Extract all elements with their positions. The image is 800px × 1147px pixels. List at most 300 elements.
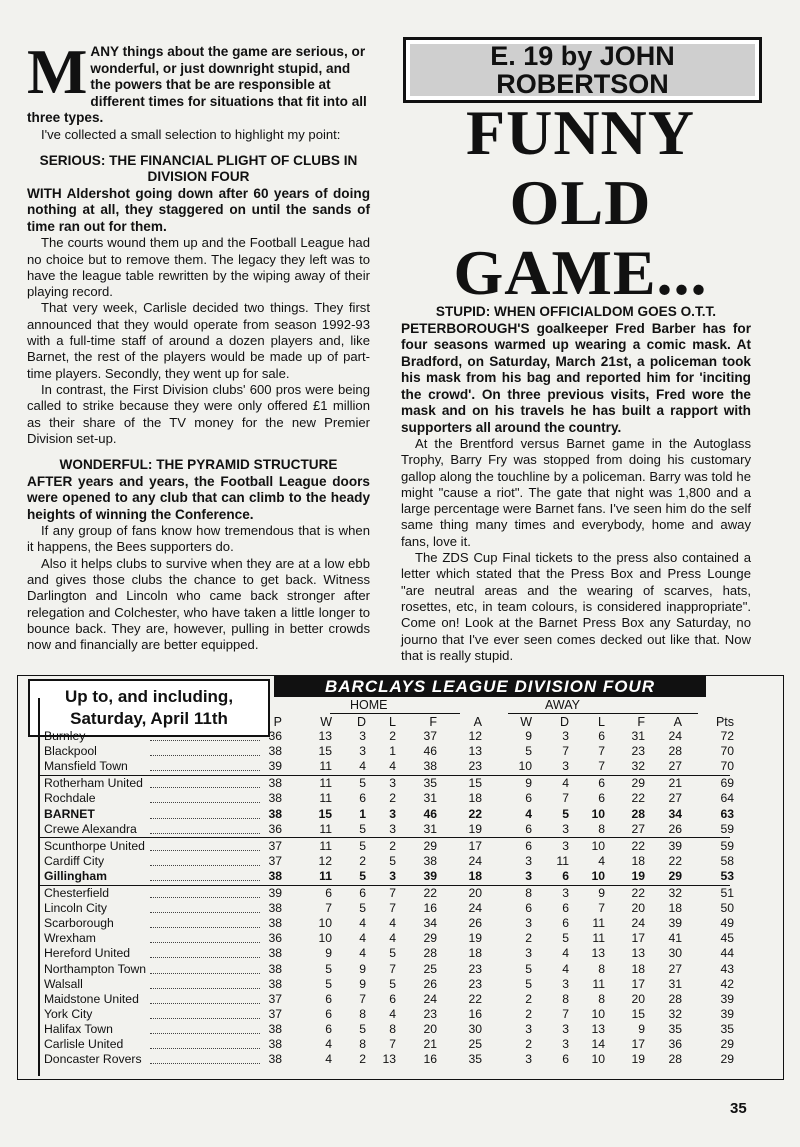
leader-dots: [150, 988, 260, 989]
cell-aa: 35: [668, 1021, 682, 1036]
cell-hd: 7: [359, 991, 366, 1006]
cell-aw: 6: [525, 821, 532, 836]
cell-hd: 5: [359, 821, 366, 836]
cell-aa: 31: [668, 976, 682, 991]
cell-hl: 3: [389, 868, 396, 883]
cell-aw: 5: [525, 744, 532, 759]
cell-hl: 7: [389, 886, 396, 900]
cell-af: 22: [631, 791, 645, 806]
cell-al: 9: [598, 886, 605, 900]
cell-aw: 3: [525, 868, 532, 883]
cell-p: 39: [268, 759, 282, 774]
cell-ad: 7: [562, 791, 569, 806]
cell-pts: 64: [720, 791, 734, 806]
leader-dots: [150, 865, 260, 866]
cell-hl: 3: [389, 776, 396, 791]
column-header: A: [473, 715, 482, 729]
leader-dots: [150, 740, 260, 741]
cell-af: 18: [631, 853, 645, 868]
table-row: [40, 992, 760, 1007]
team-name: Doncaster Rovers: [44, 1052, 142, 1067]
cell-hl: 4: [389, 931, 396, 946]
wonderful-lead: AFTER years and years, the Football League doors were opened to any club that can climb to the heady heights of winning the Conference.: [27, 473, 370, 522]
cell-ha: 13: [468, 744, 482, 759]
cell-hd: 9: [359, 976, 366, 991]
byline-box: [403, 37, 762, 103]
cell-aa: 39: [668, 916, 682, 931]
cell-hl: 3: [389, 806, 396, 821]
left-column: [27, 36, 370, 654]
intro: [27, 36, 370, 143]
cell-aa: 27: [668, 791, 682, 806]
table-row: [40, 1007, 760, 1022]
team-name: Northampton Town: [44, 961, 147, 976]
cell-aa: 27: [668, 759, 682, 774]
stupid-heading: STUPID: WHEN OFFICIALDOM GOES O.T.T.: [435, 304, 717, 319]
team-name: York City: [44, 1006, 93, 1021]
cell-al: 7: [598, 759, 605, 774]
team-name: Burnley: [44, 729, 86, 743]
cell-af: 17: [631, 931, 645, 946]
leader-dots: [150, 880, 260, 881]
table-row: [40, 791, 760, 806]
cell-af: 23: [631, 744, 645, 759]
cell-hf: 26: [423, 976, 437, 991]
table-row: [40, 807, 760, 822]
cell-al: 7: [598, 901, 605, 916]
cell-ha: 18: [468, 868, 482, 883]
cell-al: 8: [598, 991, 605, 1006]
cell-p: 38: [268, 901, 282, 916]
team-name: Rochdale: [44, 791, 96, 806]
cell-pts: 53: [720, 868, 734, 883]
cell-pts: 58: [720, 853, 734, 868]
cell-ad: 3: [562, 838, 569, 853]
cell-af: 29: [631, 776, 645, 791]
leader-dots: [150, 912, 260, 913]
cell-hw: 5: [325, 976, 332, 991]
cell-al: 11: [592, 976, 605, 991]
cell-hd: 2: [359, 1052, 366, 1067]
cell-af: 20: [631, 991, 645, 1006]
cell-ad: 6: [562, 901, 569, 916]
cell-pts: 42: [720, 976, 734, 991]
cell-hf: 38: [423, 853, 437, 868]
cell-hl: 2: [389, 791, 396, 806]
cell-ha: 19: [468, 821, 482, 836]
cell-ad: 6: [562, 868, 569, 883]
cell-hw: 11: [319, 838, 332, 853]
team-name: Cardiff City: [44, 853, 105, 868]
leader-dots: [150, 1003, 260, 1004]
cell-ad: 6: [562, 1052, 569, 1067]
cell-hd: 5: [359, 1021, 366, 1036]
cell-hl: 8: [389, 1021, 396, 1036]
column-header: L: [598, 715, 605, 729]
team-name: BARNET: [44, 806, 95, 821]
table-row: [40, 759, 760, 774]
cell-p: 38: [268, 776, 282, 791]
team-name: Scarborough: [44, 916, 114, 931]
team-name: Walsall: [44, 976, 83, 991]
table-row: [40, 1022, 760, 1037]
cell-hw: 5: [325, 961, 332, 976]
leader-dots: [150, 1033, 260, 1034]
cell-hf: 46: [423, 806, 437, 821]
cell-al: 4: [598, 853, 605, 868]
team-name: Hereford United: [44, 946, 131, 961]
cell-pts: 59: [720, 838, 734, 853]
cell-hw: 6: [325, 886, 332, 900]
cell-p: 37: [268, 853, 282, 868]
cell-af: 15: [631, 1006, 645, 1021]
cell-aw: 6: [525, 901, 532, 916]
cell-aa: 27: [668, 961, 682, 976]
team-name: Lincoln City: [44, 901, 107, 916]
leader-dots: [150, 897, 260, 898]
cell-pts: 29: [720, 1052, 734, 1067]
table-row: [40, 839, 760, 854]
cell-hf: 29: [423, 931, 437, 946]
table-banner: BARCLAYS LEAGUE DIVISION FOUR: [274, 676, 706, 697]
wonderful-para-1: If any group of fans know how tremendous that is when it happens, the Bees supporters do.: [27, 523, 370, 555]
cell-ha: 35: [468, 1052, 482, 1067]
cell-aw: 3: [525, 916, 532, 931]
cell-hl: 5: [389, 946, 396, 961]
cell-hw: 10: [318, 931, 332, 946]
serious-lead: WITH Aldershot going down after 60 years of doing nothing at all, they staggered on until the sands of time ran out for them.: [27, 185, 370, 234]
cell-p: 36: [268, 821, 282, 836]
leader-dots: [150, 818, 260, 819]
table-row: [40, 744, 760, 759]
team-name: Rotherham United: [44, 776, 143, 791]
cell-al: 8: [598, 821, 605, 836]
cell-al: 6: [598, 729, 605, 743]
cell-ad: 3: [562, 1021, 569, 1036]
cell-pts: 59: [720, 821, 734, 836]
cell-hl: 2: [389, 838, 396, 853]
cell-af: 20: [631, 901, 645, 916]
cell-af: 17: [631, 976, 645, 991]
cell-hf: 37: [423, 729, 437, 743]
cell-af: 32: [631, 759, 645, 774]
cell-p: 38: [268, 1037, 282, 1051]
cell-hd: 5: [359, 868, 366, 883]
cell-al: 7: [598, 744, 605, 759]
cell-ad: 4: [562, 946, 569, 961]
cell-p: 38: [268, 744, 282, 759]
table-row: [40, 946, 760, 961]
team-name: Gillingham: [44, 868, 107, 883]
team-name: Crewe Alexandra: [44, 821, 137, 836]
cell-hd: 4: [359, 931, 366, 946]
page-number: 35: [730, 1100, 747, 1117]
leader-dots: [150, 770, 260, 771]
cell-p: 38: [268, 791, 282, 806]
cell-ad: 3: [562, 1037, 569, 1051]
cell-aa: 24: [668, 729, 682, 743]
cell-hl: 5: [389, 976, 396, 991]
leader-dots: [150, 755, 260, 756]
cell-al: 11: [592, 916, 605, 931]
cell-af: 19: [631, 868, 645, 883]
serious-para-1: The courts wound them up and the Football League had no choice but to remove them. The legacy they left was to have the league table rewritten by the wiping away of their playing record.: [27, 235, 370, 300]
cell-ad: 3: [562, 886, 569, 900]
cell-hf: 34: [423, 916, 437, 931]
cell-ad: 4: [562, 776, 569, 791]
cell-ha: 19: [468, 931, 482, 946]
cell-hf: 31: [423, 791, 437, 806]
cell-pts: 51: [720, 886, 734, 900]
intro-lead: ANY things about the game are serious, or wonderful, or just downright stupid, and the powers that be are responsible at different times for situations that fit into all three types.: [27, 44, 367, 125]
cell-aw: 3: [525, 1021, 532, 1036]
cell-hf: 22: [423, 886, 437, 900]
cell-hw: 11: [319, 759, 332, 774]
cell-hw: 11: [319, 868, 332, 883]
serious-heading: SERIOUS: THE FINANCIAL PLIGHT OF CLUBS IN DIVISION FOUR: [39, 152, 358, 185]
team-name: Carlisle United: [44, 1037, 124, 1051]
home-label: HOME: [350, 698, 388, 712]
cell-pts: 72: [720, 729, 734, 743]
cell-hw: 6: [325, 991, 332, 1006]
cell-aw: 9: [525, 776, 532, 791]
away-label: AWAY: [545, 698, 580, 712]
cell-af: 28: [631, 806, 645, 821]
column-header: D: [559, 715, 569, 729]
serious-para-3: In contrast, the First Division clubs' 600 pros were being called to strike because they were only offered £1 million as their share of the TV money for the new Premier Division set-up.: [27, 381, 370, 446]
team-name: Scunthorpe United: [44, 838, 145, 853]
cell-pts: 44: [720, 946, 734, 961]
cell-pts: 39: [720, 1006, 734, 1021]
cell-ad: 3: [562, 821, 569, 836]
cell-hw: 4: [325, 1037, 332, 1051]
cell-p: 38: [268, 1021, 282, 1036]
cell-pts: 63: [720, 806, 734, 821]
cell-aa: 28: [668, 1052, 682, 1067]
serious-para-2: That very week, Carlisle decided two things. They first announced that they would operate from season 1992-93 with a full-time staff of around a dozen players and, like Barnet, the rest of the players would be made up of part-time players. Secondly, they went up for sale.: [27, 300, 370, 381]
cell-pts: 45: [720, 931, 734, 946]
cell-p: 36: [268, 931, 282, 946]
cell-pts: 70: [720, 744, 734, 759]
cell-p: 37: [268, 1006, 282, 1021]
cell-al: 10: [591, 806, 605, 821]
cell-ad: 11: [556, 853, 569, 868]
team-name: Chesterfield: [44, 886, 110, 900]
cell-p: 38: [268, 916, 282, 931]
table-row: [40, 916, 760, 931]
cell-hl: 2: [389, 729, 396, 743]
cell-hd: 2: [359, 853, 366, 868]
column-header: Pts: [715, 715, 734, 729]
cell-af: 18: [631, 961, 645, 976]
cell-al: 11: [592, 931, 605, 946]
cell-hl: 3: [389, 821, 396, 836]
cell-hf: 21: [423, 1037, 437, 1051]
cell-aa: 21: [668, 776, 682, 791]
cell-al: 10: [591, 868, 605, 883]
stupid-lead: PETERBOROUGH'S goalkeeper Fred Barber has for four seasons warmed up wearing a comic mask. At Bradford, on Saturday, March 21st, a policeman took his mask from his bag and reported him for 'inciting the crowd'. On three previous visits, Fred wore the mask and on his travels he has built a rapport with supporters all around the country.: [401, 320, 751, 435]
cell-hl: 13: [382, 1052, 396, 1067]
cell-hd: 8: [359, 1037, 366, 1051]
cell-ha: 24: [468, 901, 482, 916]
cell-hw: 7: [325, 901, 332, 916]
cell-hd: 9: [359, 961, 366, 976]
cell-p: 37: [268, 838, 282, 853]
cell-ha: 15: [468, 776, 482, 791]
table-date-line-2: Saturday, April 11th: [70, 709, 228, 728]
cell-al: 13: [591, 946, 605, 961]
column-header: F: [637, 715, 645, 729]
cell-hf: 16: [423, 901, 437, 916]
team-name: Maidstone United: [44, 991, 139, 1006]
cell-aa: 41: [668, 931, 682, 946]
cell-aw: 5: [525, 976, 532, 991]
cell-hl: 4: [389, 1006, 396, 1021]
cell-p: 38: [268, 806, 282, 821]
cell-aw: 5: [525, 961, 532, 976]
leader-dots: [150, 850, 260, 851]
cell-pts: 43: [720, 961, 734, 976]
cell-hl: 5: [389, 853, 396, 868]
cell-aw: 2: [525, 1037, 532, 1051]
cell-hw: 15: [318, 744, 332, 759]
cell-p: 37: [268, 991, 282, 1006]
team-name: Halifax Town: [44, 1021, 113, 1036]
wonderful-heading: WONDERFUL: THE PYRAMID STRUCTURE: [59, 457, 338, 473]
cell-ad: 7: [562, 744, 569, 759]
cell-hw: 13: [318, 729, 332, 743]
cell-hw: 6: [325, 1006, 332, 1021]
cell-ha: 12: [468, 729, 482, 743]
cell-hd: 5: [359, 901, 366, 916]
cell-aw: 6: [525, 838, 532, 853]
cell-al: 10: [591, 1006, 605, 1021]
cell-hf: 39: [423, 868, 437, 883]
cell-p: 38: [268, 961, 282, 976]
cell-af: 31: [631, 729, 645, 743]
cell-ha: 30: [468, 1021, 482, 1036]
cell-ad: 7: [562, 1006, 569, 1021]
leader-dots: [150, 942, 260, 943]
cell-aa: 34: [668, 806, 682, 821]
cell-hf: 46: [423, 744, 437, 759]
cell-hf: 20: [423, 1021, 437, 1036]
cell-hd: 5: [359, 838, 366, 853]
cell-ad: 5: [562, 931, 569, 946]
table-row: [40, 776, 760, 791]
cell-hl: 7: [389, 901, 396, 916]
cell-aw: 3: [525, 1052, 532, 1067]
cell-af: 22: [631, 886, 645, 900]
cell-aw: 2: [525, 991, 532, 1006]
cell-pts: 70: [720, 759, 734, 774]
cell-al: 6: [598, 791, 605, 806]
cell-hl: 1: [389, 744, 396, 759]
cell-hf: 28: [423, 946, 437, 961]
cell-al: 6: [598, 776, 605, 791]
table-row: [40, 854, 760, 869]
cell-aw: 9: [525, 729, 532, 743]
cell-pts: 50: [720, 901, 734, 916]
cell-ha: 25: [468, 1037, 482, 1051]
cell-al: 10: [591, 1052, 605, 1067]
cell-p: 38: [268, 868, 282, 883]
cell-ha: 17: [468, 838, 482, 853]
cell-pts: 35: [720, 1021, 734, 1036]
cell-ha: 22: [468, 806, 482, 821]
cell-hw: 10: [318, 916, 332, 931]
cell-ad: 6: [562, 916, 569, 931]
cell-ad: 4: [562, 961, 569, 976]
column-header: W: [320, 715, 332, 729]
column-header: P: [273, 715, 282, 729]
cell-af: 9: [638, 1021, 645, 1036]
column-header: W: [520, 715, 532, 729]
cell-hw: 12: [318, 853, 332, 868]
leader-dots: [150, 833, 260, 834]
cell-ha: 23: [468, 759, 482, 774]
cell-hw: 11: [319, 776, 332, 791]
cell-aa: 30: [668, 946, 682, 961]
cell-hw: 11: [319, 791, 332, 806]
table-row: [40, 822, 760, 837]
cell-hf: 31: [423, 821, 437, 836]
cell-aa: 22: [668, 853, 682, 868]
cell-hf: 38: [423, 759, 437, 774]
cell-pts: 49: [720, 916, 734, 931]
cell-pts: 69: [720, 776, 734, 791]
cell-aa: 28: [668, 991, 682, 1006]
cell-aw: 10: [518, 759, 532, 774]
cell-p: 39: [268, 886, 282, 900]
cell-aw: 3: [525, 853, 532, 868]
cell-ha: 24: [468, 853, 482, 868]
cell-ha: 16: [468, 1006, 482, 1021]
leader-dots: [150, 973, 260, 974]
cell-hw: 9: [325, 946, 332, 961]
cell-hf: 23: [423, 1006, 437, 1021]
away-rule: [508, 713, 698, 714]
cell-hf: 35: [423, 776, 437, 791]
cell-aa: 18: [668, 901, 682, 916]
cell-aw: 3: [525, 946, 532, 961]
team-name: Wrexham: [44, 931, 96, 946]
cell-pts: 29: [720, 1037, 734, 1051]
cell-hd: 4: [359, 946, 366, 961]
cell-ad: 3: [562, 976, 569, 991]
cell-al: 13: [591, 1021, 605, 1036]
cell-af: 13: [631, 946, 645, 961]
cell-al: 8: [598, 961, 605, 976]
cell-af: 27: [631, 821, 645, 836]
cell-hl: 4: [389, 916, 396, 931]
cell-af: 24: [631, 916, 645, 931]
cell-hd: 4: [359, 916, 366, 931]
cell-hf: 25: [423, 961, 437, 976]
cell-hd: 5: [359, 776, 366, 791]
cell-aw: 2: [525, 931, 532, 946]
column-header: L: [389, 715, 396, 729]
cell-af: 17: [631, 1037, 645, 1051]
cell-hd: 4: [359, 759, 366, 774]
cell-af: 19: [631, 1052, 645, 1067]
column-header: D: [356, 715, 366, 729]
team-name: Blackpool: [44, 744, 97, 759]
table-row: [40, 1037, 760, 1052]
cell-ad: 5: [562, 806, 569, 821]
cell-aa: 39: [668, 838, 682, 853]
cell-ha: 26: [468, 916, 482, 931]
